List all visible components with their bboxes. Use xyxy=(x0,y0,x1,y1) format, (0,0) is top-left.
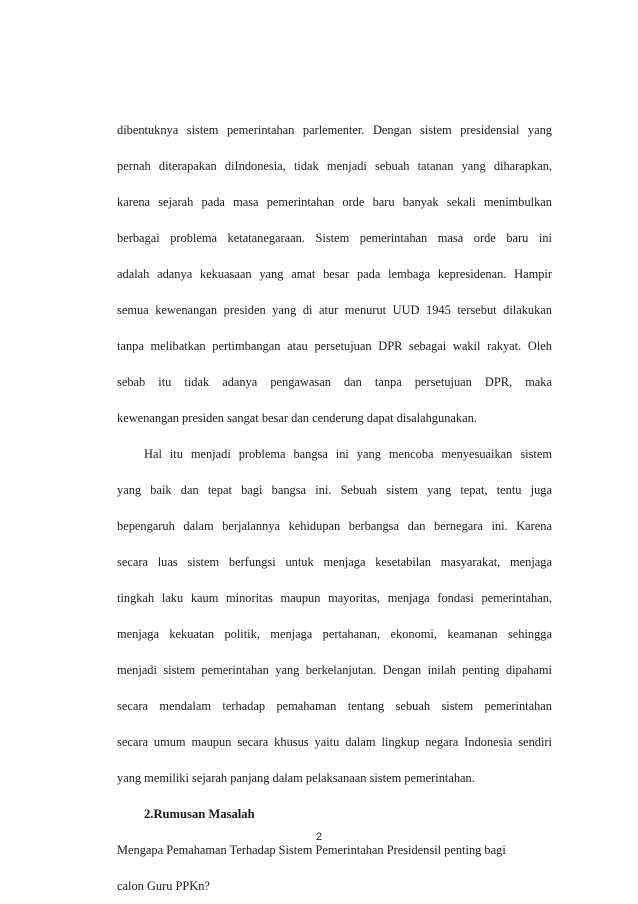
paragraph-2 xyxy=(117,436,552,796)
page-number: 2 xyxy=(315,831,323,843)
paragraph-2-line: secara mendalam terhadap pemahaman tentang sebuah sistem pemerintahan xyxy=(117,699,552,713)
paragraph-2-line: yang memiliki sejarah panjang dalam pelaksanaan sistem pemerintahan. xyxy=(117,771,475,785)
paragraph-1-line: berbagai problema ketatanegaraan. Sistem pemerintahan masa orde baru ini xyxy=(117,231,552,245)
paragraph-1-line: kewenangan presiden sangat besar dan cenderung dapat disalahgunakan. xyxy=(117,411,477,425)
paragraph-2-line: secara umum maupun secara khusus yaitu dalam lingkup negara Indonesia sendiri xyxy=(117,735,552,749)
paragraph-1-line: pernah diterapakan diIndonesia, tidak menjadi sebuah tatanan yang diharapkan, xyxy=(117,159,552,173)
paragraph-1-line: adalah adanya kekuasaan yang amat besar pada lembaga kepresidenan. Hampir xyxy=(117,267,552,281)
paragraph-2-line: menjaga kekuatan politik, menjaga pertahanan, ekonomi, keamanan sehingga xyxy=(117,627,552,641)
paragraph-2-line: yang baik dan tepat bagi bangsa ini. Sebuah sistem yang tepat, tentu juga xyxy=(117,483,552,497)
paragraph-1-line: karena sejarah pada masa pemerintahan orde baru banyak sekali menimbulkan xyxy=(117,195,552,209)
body-text xyxy=(117,112,552,904)
paragraph-1 xyxy=(117,112,552,436)
paragraph-1-line: semua kewenangan presiden yang di atur menurut UUD 1945 tersebut dilakukan xyxy=(117,303,552,317)
paragraph-2-line: tingkah laku kaum minoritas maupun mayoritas, menjaga fondasi pemerintahan, xyxy=(117,591,552,605)
paragraph-1-line: tanpa melibatkan pertimbangan atau persetujuan DPR sebagai wakil rakyat. Oleh xyxy=(117,339,552,353)
paragraph-3-line: calon Guru PPKn? xyxy=(117,879,210,893)
paragraph-1-line: dibentuknya sistem pemerintahan parlementer. Dengan sistem presidensial yang xyxy=(117,123,552,137)
section-heading: 2.Rumusan Masalah xyxy=(144,807,255,821)
paragraph-2-line: menjadi sistem pemerintahan yang berkelanjutan. Dengan inilah penting dipahami xyxy=(117,663,552,677)
paragraph-2-line: secara luas sistem berfungsi untuk menjaga kesetabilan masyarakat, menjaga xyxy=(117,555,552,569)
paragraph-3-line: Mengapa Pemahaman Terhadap Sistem Pemerintahan Presidensil penting bagi xyxy=(117,843,506,857)
paragraph-2-line: Hal itu menjadi problema bangsa ini yang mencoba menyesuaikan sistem xyxy=(144,447,552,461)
paragraph-1-line: sebab itu tidak adanya pengawasan dan tanpa persetujuan DPR, maka xyxy=(117,375,552,389)
paragraph-2-line: bepengaruh dalam berjalannya kehidupan berbangsa dan bernegara ini. Karena xyxy=(117,519,552,533)
